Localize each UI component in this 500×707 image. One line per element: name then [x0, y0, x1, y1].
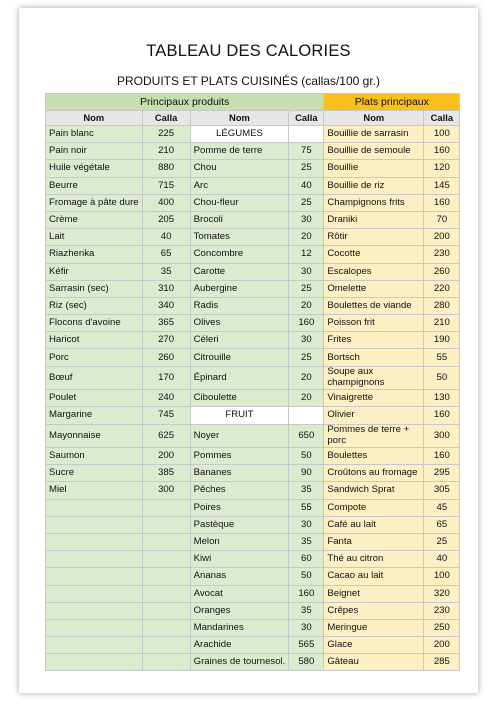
product-name-cell: Sarrasin (sec): [46, 280, 143, 297]
dish-calorie-cell: 160: [424, 407, 460, 424]
product-name-cell: [46, 654, 143, 671]
dish-name-cell: Champignons frits: [324, 194, 424, 211]
product-calorie-cell: [142, 568, 190, 585]
vegfruit-calorie-cell: 580: [289, 654, 324, 671]
dish-name-cell: Crêpes: [324, 602, 424, 619]
dish-name-cell: Vinaigrette: [324, 390, 424, 407]
product-name-cell: [46, 619, 143, 636]
product-name-cell: [46, 499, 143, 516]
product-calorie-cell: [142, 499, 190, 516]
vegfruit-calorie-cell: 30: [289, 263, 324, 280]
table-row: [46, 229, 460, 246]
product-calorie-cell: 400: [142, 194, 190, 211]
vegfruit-calorie-cell: 25: [289, 280, 324, 297]
vegfruit-name-cell: Noyer: [190, 424, 289, 448]
dish-name-cell: Olivier: [324, 407, 424, 424]
dish-calorie-cell: 160: [424, 143, 460, 160]
vegfruit-name-cell: Concombre: [190, 246, 289, 263]
document-page: [19, 8, 478, 693]
dish-calorie-cell: 145: [424, 177, 460, 194]
vegfruit-calorie-cell: 20: [289, 390, 324, 407]
vegfruit-name-cell: Ananas: [190, 568, 289, 585]
dish-name-cell: Bortsch: [324, 349, 424, 366]
dish-name-cell: Omelette: [324, 280, 424, 297]
table-row: [46, 177, 460, 194]
vegfruit-name-cell: Pêches: [190, 482, 289, 499]
product-name-cell: Poulet: [46, 390, 143, 407]
product-name-cell: Crème: [46, 211, 143, 228]
dish-calorie-cell: 280: [424, 297, 460, 314]
product-calorie-cell: 745: [142, 407, 190, 424]
vegfruit-name-cell: Pomme de terre: [190, 143, 289, 160]
product-name-cell: Saumon: [46, 448, 143, 465]
product-name-cell: Fromage à pâte dure: [46, 194, 143, 211]
vegfruit-calorie-cell: 160: [289, 585, 324, 602]
product-calorie-cell: [142, 551, 190, 568]
dish-calorie-cell: 320: [424, 585, 460, 602]
product-name-cell: Haricot: [46, 332, 143, 349]
dish-name-cell: Glace: [324, 637, 424, 654]
product-name-cell: Pain blanc: [46, 126, 143, 143]
table-row: [46, 568, 460, 585]
table-row: [46, 516, 460, 533]
vegfruit-calorie-cell: 12: [289, 246, 324, 263]
vegfruit-name-cell: Avocat: [190, 585, 289, 602]
product-name-cell: Flocons d'avoine: [46, 315, 143, 332]
main-products-header: Principaux produits: [46, 94, 324, 111]
dish-calorie-cell: 160: [424, 448, 460, 465]
dish-calorie-cell: 100: [424, 568, 460, 585]
vegfruit-calorie-cell: 75: [289, 143, 324, 160]
dish-name-cell: Thé au citron: [324, 551, 424, 568]
calorie-table: [45, 93, 460, 671]
dish-name-cell: Draniki: [324, 211, 424, 228]
product-calorie-cell: 270: [142, 332, 190, 349]
vegfruit-calorie-cell: 565: [289, 637, 324, 654]
dish-calorie-cell: 100: [424, 126, 460, 143]
product-name-cell: Margarine: [46, 407, 143, 424]
vegfruit-calorie-cell: 30: [289, 332, 324, 349]
vegfruit-name-cell: Pommes: [190, 448, 289, 465]
table-row: [46, 637, 460, 654]
vegfruit-name-cell: Arc: [190, 177, 289, 194]
table-row: [46, 332, 460, 349]
vegfruit-calorie-cell: 20: [289, 366, 324, 390]
table-row: [46, 280, 460, 297]
dish-name-cell: Gâteau: [324, 654, 424, 671]
product-name-cell: Riz (sec): [46, 297, 143, 314]
dish-name-cell: Poisson frit: [324, 315, 424, 332]
table-row: [46, 194, 460, 211]
product-calorie-cell: 240: [142, 390, 190, 407]
vegfruit-name-cell: Carotte: [190, 263, 289, 280]
product-name-cell: Beurre: [46, 177, 143, 194]
product-calorie-cell: 365: [142, 315, 190, 332]
column-header-row: [46, 111, 460, 126]
product-name-cell: Huile végétale: [46, 160, 143, 177]
table-row: [46, 448, 460, 465]
product-calorie-cell: 35: [142, 263, 190, 280]
vegfruit-calorie-cell: 50: [289, 448, 324, 465]
dish-calorie-cell: 200: [424, 637, 460, 654]
vegfruit-calorie-cell: 30: [289, 619, 324, 636]
vegfruit-calorie-cell: 50: [289, 568, 324, 585]
dish-calorie-cell: 190: [424, 332, 460, 349]
vegfruit-calorie-cell: 20: [289, 297, 324, 314]
vegfruit-name-cell: Épinard: [190, 366, 289, 390]
product-name-cell: [46, 516, 143, 533]
table-row: [46, 366, 460, 390]
product-name-cell: [46, 551, 143, 568]
table-row: [46, 654, 460, 671]
dish-calorie-cell: 70: [424, 211, 460, 228]
vegfruit-calorie-cell: 30: [289, 516, 324, 533]
product-name-cell: [46, 637, 143, 654]
dish-calorie-cell: 40: [424, 551, 460, 568]
product-calorie-cell: 200: [142, 448, 190, 465]
dish-calorie-cell: 210: [424, 315, 460, 332]
table-row: [46, 585, 460, 602]
column-header-cal: Calla: [424, 111, 460, 126]
vegfruit-calorie-cell: 35: [289, 533, 324, 550]
vegfruit-name-cell: Brocoli: [190, 211, 289, 228]
product-calorie-cell: 40: [142, 229, 190, 246]
vegfruit-name-cell: Bananes: [190, 465, 289, 482]
product-calorie-cell: 170: [142, 366, 190, 390]
product-name-cell: [46, 533, 143, 550]
dish-calorie-cell: 260: [424, 263, 460, 280]
table-row: [46, 246, 460, 263]
dish-calorie-cell: 305: [424, 482, 460, 499]
product-name-cell: Mayonnaise: [46, 424, 143, 448]
product-name-cell: Porc: [46, 349, 143, 366]
dish-name-cell: Bouillie de riz: [324, 177, 424, 194]
dish-name-cell: Bouillie: [324, 160, 424, 177]
page-subtitle: PRODUITS ET PLATS CUISINÉS (callas/100 gr.): [117, 74, 380, 88]
product-calorie-cell: [142, 637, 190, 654]
vegfruit-name-cell: Citrouille: [190, 349, 289, 366]
dish-name-cell: Croûtons au fromage: [324, 465, 424, 482]
vegfruit-calorie-cell: 55: [289, 499, 324, 516]
product-calorie-cell: [142, 533, 190, 550]
dish-calorie-cell: 25: [424, 533, 460, 550]
vegfruit-calorie-cell: 60: [289, 551, 324, 568]
dish-name-cell: Bouillie de sarrasin: [324, 126, 424, 143]
group-header-row: [46, 94, 460, 111]
table-row: [46, 263, 460, 280]
dish-name-cell: Frites: [324, 332, 424, 349]
dish-calorie-cell: 45: [424, 499, 460, 516]
dish-name-cell: Cacao au lait: [324, 568, 424, 585]
vegfruit-calorie-cell: 160: [289, 315, 324, 332]
vegfruit-name-cell: Poires: [190, 499, 289, 516]
vegfruit-name-cell: Melon: [190, 533, 289, 550]
section-label: FRUIT: [190, 407, 289, 424]
product-calorie-cell: 715: [142, 177, 190, 194]
product-name-cell: [46, 602, 143, 619]
column-header-name: Nom: [190, 111, 289, 126]
dish-calorie-cell: 55: [424, 349, 460, 366]
vegfruit-calorie-cell: 20: [289, 229, 324, 246]
dish-name-cell: Compote: [324, 499, 424, 516]
table-row: [46, 349, 460, 366]
vegfruit-calorie-cell: 30: [289, 211, 324, 228]
dish-name-cell: Soupe aux champignons: [324, 366, 424, 390]
dish-calorie-cell: 230: [424, 602, 460, 619]
table-row: [46, 390, 460, 407]
product-name-cell: Bœuf: [46, 366, 143, 390]
product-calorie-cell: 385: [142, 465, 190, 482]
vegfruit-name-cell: Mandarines: [190, 619, 289, 636]
vegfruit-calorie-cell: 40: [289, 177, 324, 194]
product-calorie-cell: 260: [142, 349, 190, 366]
dish-name-cell: Boulettes de viande: [324, 297, 424, 314]
dish-calorie-cell: 130: [424, 390, 460, 407]
product-name-cell: Kéfir: [46, 263, 143, 280]
vegfruit-name-cell: Radis: [190, 297, 289, 314]
dish-calorie-cell: 250: [424, 619, 460, 636]
dish-name-cell: Pommes de terre + porc: [324, 424, 424, 448]
dish-name-cell: Sandwich Sprat: [324, 482, 424, 499]
vegfruit-name-cell: Aubergine: [190, 280, 289, 297]
product-calorie-cell: [142, 654, 190, 671]
vegfruit-name-cell: Céleri: [190, 332, 289, 349]
table-row: [46, 297, 460, 314]
table-row: [46, 424, 460, 448]
product-calorie-cell: [142, 585, 190, 602]
column-header-cal: Calla: [142, 111, 190, 126]
product-name-cell: Sucre: [46, 465, 143, 482]
vegfruit-calorie-cell: 25: [289, 160, 324, 177]
vegfruit-calorie-cell: 25: [289, 349, 324, 366]
dish-name-cell: Bouillie de semoule: [324, 143, 424, 160]
product-calorie-cell: 205: [142, 211, 190, 228]
product-calorie-cell: 225: [142, 126, 190, 143]
product-name-cell: Lait: [46, 229, 143, 246]
section-label-blank: [289, 407, 324, 424]
dish-name-cell: Café au lait: [324, 516, 424, 533]
vegfruit-calorie-cell: 90: [289, 465, 324, 482]
main-dishes-header: Plats principaux: [324, 94, 460, 111]
vegfruit-name-cell: Pastèque: [190, 516, 289, 533]
dish-calorie-cell: 230: [424, 246, 460, 263]
product-calorie-cell: [142, 602, 190, 619]
dish-name-cell: Rôtir: [324, 229, 424, 246]
product-name-cell: Riazhenka: [46, 246, 143, 263]
table-row: [46, 551, 460, 568]
section-label: LÉGUMES: [190, 126, 289, 143]
vegfruit-calorie-cell: 35: [289, 602, 324, 619]
table-row: [46, 499, 460, 516]
table-row: [46, 143, 460, 160]
table-row: [46, 126, 460, 143]
vegfruit-name-cell: Kiwi: [190, 551, 289, 568]
dish-name-cell: Beignet: [324, 585, 424, 602]
product-calorie-cell: 625: [142, 424, 190, 448]
product-calorie-cell: [142, 619, 190, 636]
table-row: [46, 619, 460, 636]
dish-calorie-cell: 285: [424, 654, 460, 671]
product-calorie-cell: 880: [142, 160, 190, 177]
vegfruit-name-cell: Graines de tournesol.: [190, 654, 289, 671]
column-header-name: Nom: [324, 111, 424, 126]
vegfruit-calorie-cell: 25: [289, 194, 324, 211]
vegfruit-name-cell: Chou: [190, 160, 289, 177]
vegfruit-name-cell: Ciboulette: [190, 390, 289, 407]
table-row: [46, 160, 460, 177]
dish-calorie-cell: 160: [424, 194, 460, 211]
product-calorie-cell: 340: [142, 297, 190, 314]
product-name-cell: [46, 585, 143, 602]
dish-name-cell: Fanta: [324, 533, 424, 550]
vegfruit-name-cell: Chou-fleur: [190, 194, 289, 211]
table-row: [46, 465, 460, 482]
table-row: [46, 407, 460, 424]
section-label-blank: [289, 126, 324, 143]
dish-calorie-cell: 120: [424, 160, 460, 177]
product-calorie-cell: [142, 516, 190, 533]
dish-name-cell: Cocotte: [324, 246, 424, 263]
table-row: [46, 602, 460, 619]
vegfruit-calorie-cell: 650: [289, 424, 324, 448]
product-name-cell: Miel: [46, 482, 143, 499]
dish-calorie-cell: 295: [424, 465, 460, 482]
table-row: [46, 482, 460, 499]
product-name-cell: Pain noir: [46, 143, 143, 160]
vegfruit-calorie-cell: 35: [289, 482, 324, 499]
page-title: TABLEAU DES CALORIES: [146, 42, 351, 60]
dish-calorie-cell: 65: [424, 516, 460, 533]
column-header-cal: Calla: [289, 111, 324, 126]
product-calorie-cell: 65: [142, 246, 190, 263]
vegfruit-name-cell: Tomates: [190, 229, 289, 246]
dish-calorie-cell: 50: [424, 366, 460, 390]
table-row: [46, 315, 460, 332]
dish-name-cell: Escalopes: [324, 263, 424, 280]
column-header-name: Nom: [46, 111, 143, 126]
product-calorie-cell: 210: [142, 143, 190, 160]
product-calorie-cell: 310: [142, 280, 190, 297]
table-row: [46, 211, 460, 228]
dish-name-cell: Meringue: [324, 619, 424, 636]
product-calorie-cell: 300: [142, 482, 190, 499]
dish-calorie-cell: 220: [424, 280, 460, 297]
product-name-cell: [46, 568, 143, 585]
table-row: [46, 533, 460, 550]
vegfruit-name-cell: Oranges: [190, 602, 289, 619]
vegfruit-name-cell: Arachide: [190, 637, 289, 654]
dish-name-cell: Boulettes: [324, 448, 424, 465]
vegfruit-name-cell: Olives: [190, 315, 289, 332]
dish-calorie-cell: 200: [424, 229, 460, 246]
dish-calorie-cell: 300: [424, 424, 460, 448]
